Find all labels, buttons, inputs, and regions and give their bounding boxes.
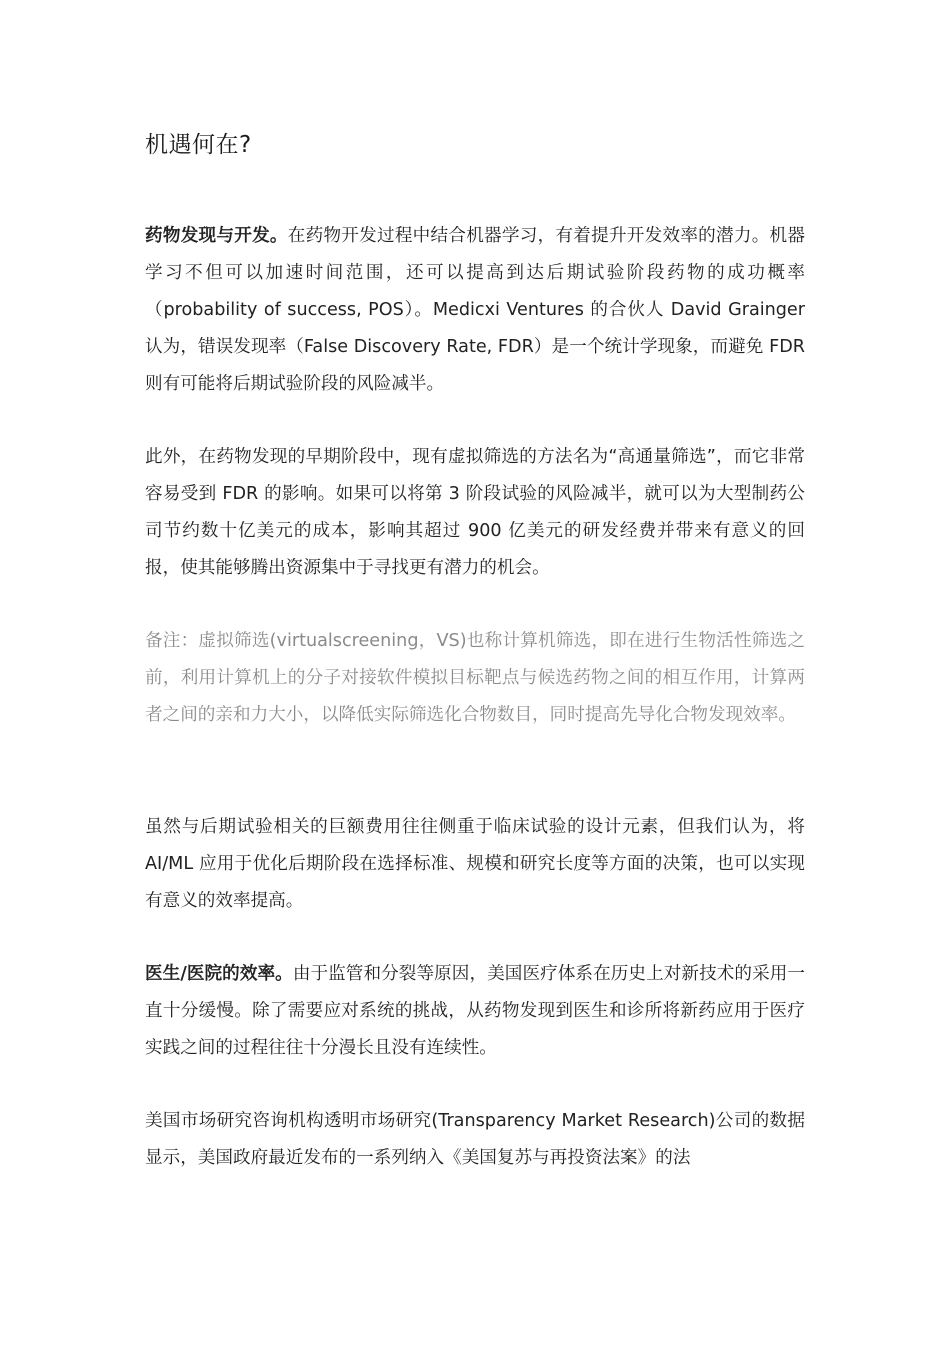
paragraph-early-stage: 此外，在药物发现的早期阶段中，现有虚拟筛选的方法名为“高通量筛选”，而它非常容易受到 FDR 的影响。如果可以将第 3 阶段试验的风险减半，就可以为大型制药公司节约数十亿美元的成本，影响其超过 900 亿美元的研发经费并带来有意义的回报，使其能够腾出资源集中于寻找更有潜力的机会。: [145, 447, 805, 578]
paragraph-lead: 药物发现与开发。: [145, 226, 288, 246]
paragraph-late-stage: 虽然与后期试验相关的巨额费用往往侧重于临床试验的设计元素，但我们认为，将 AI/ML 应用于优化后期阶段在选择标准、规模和研究长度等方面的决策，也可以实现有意义的效率提高。: [145, 817, 805, 911]
paragraph-body: 在药物开发过程中结合机器学习，有着提升开发效率的潜力。机器学习不但可以加速时间范围，还可以提高到达后期试验阶段药物的成功概率（probability of success, POS）。Medicxi Ventures 的合伙人 David Grainger 认为，错误发现率（False Discovery Rate, FDR）是一个统计学现象，而避免 FDR 则有可能将后期试验阶段的风险减半。: [145, 226, 805, 394]
paragraph-lead: 医生/医院的效率。: [145, 964, 293, 984]
paragraph-drug-discovery: [145, 218, 805, 403]
note-paragraph: 备注：虚拟筛选(virtualscreening，VS)也称计算机筛选，即在进行生物活性筛选之前，利用计算机上的分子对接软件模拟目标靶点与候选药物之间的相互作用，计算两者之间的亲和力大小，以降低实际筛选化合物数目，同时提高先导化合物发现效率。: [145, 631, 805, 725]
section-heading: 机遇何在?: [145, 132, 252, 158]
paragraph-body: 由于监管和分裂等原因，美国医疗体系在历史上对新技术的采用一直十分缓慢。除了需要应对系统的挑战，从药物发现到医生和诊所将新药应用于医疗实践之间的过程往往十分漫长且没有连续性。: [145, 964, 805, 1058]
paragraph-hospital-efficiency: [145, 956, 805, 1067]
paragraph-market-research: 美国市场研究咨询机构透明市场研究(Transparency Market Research)公司的数据显示，美国政府最近发布的一系列纳入《美国复苏与再投资法案》的法: [145, 1111, 805, 1168]
